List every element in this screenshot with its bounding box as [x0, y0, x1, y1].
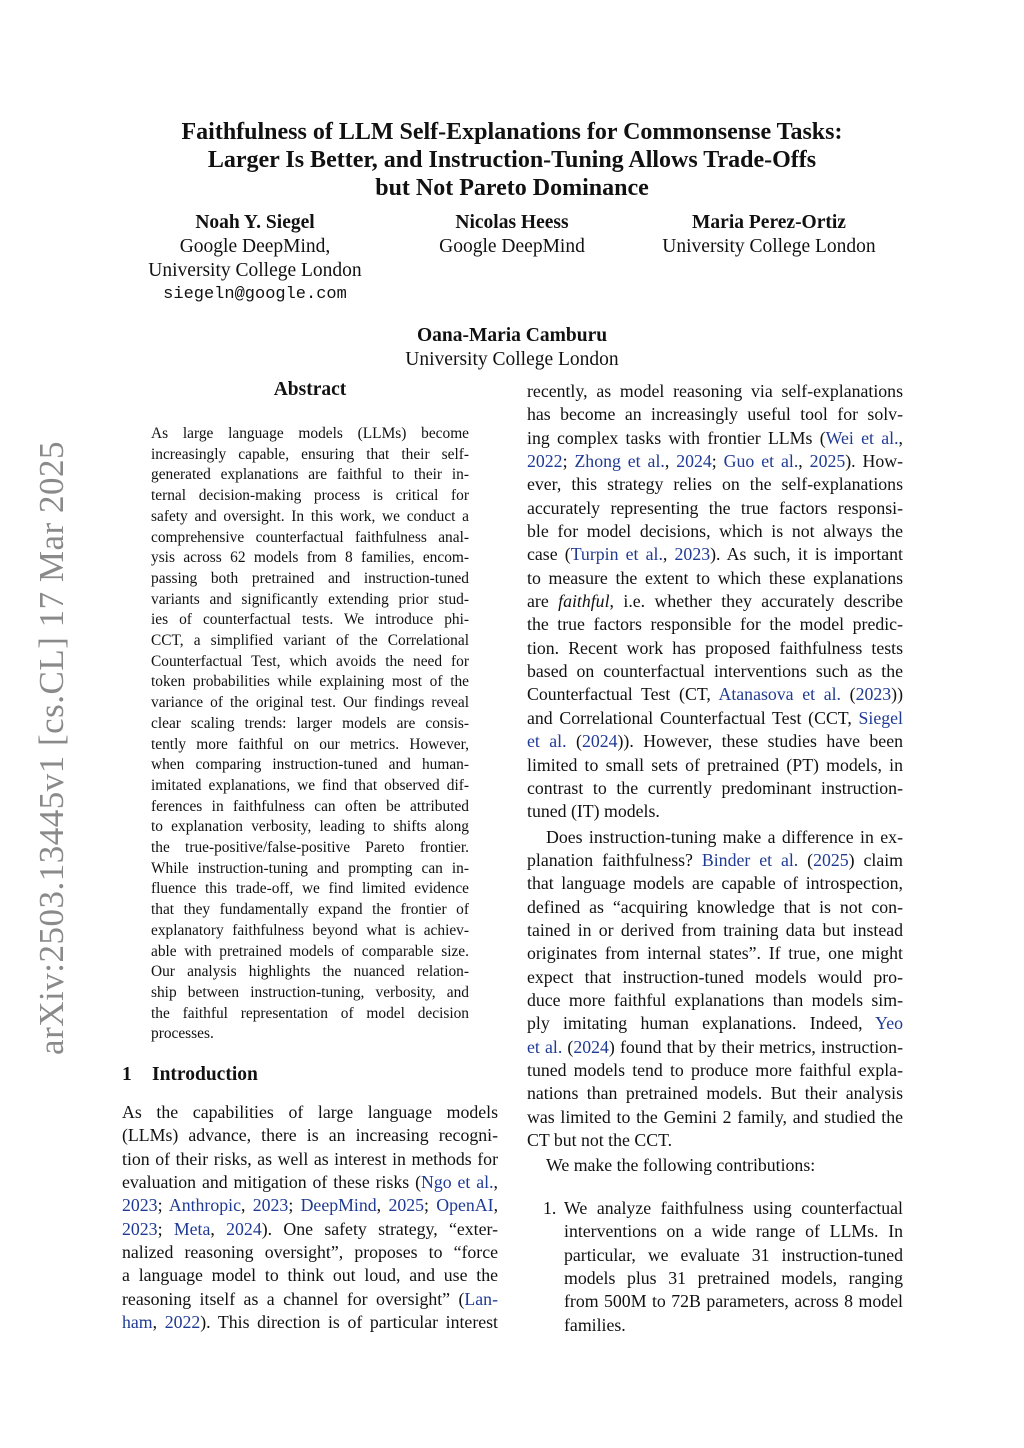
text-run: (: [562, 1036, 574, 1057]
abstract-line: ternal decision-making process is critical for: [151, 487, 469, 505]
arxiv-stamp: arXiv:2503.13445v1 [cs.CL] 17 Mar 2025: [32, 441, 71, 1055]
text-run: ing complex tasks with frontier LLMs (: [527, 427, 826, 448]
body-line: [527, 427, 903, 450]
citation-link[interactable]: 2025: [388, 1195, 424, 1216]
abstract-line: As large language models (LLMs) become: [151, 425, 469, 442]
author-name: Oana-Maria Camburu: [416, 325, 608, 346]
abstract-line: Our analysis highlights the nuanced relation-: [151, 963, 469, 981]
list-line: interventions on a wide range of LLMs. In: [564, 1221, 903, 1242]
abstract-line: ship between instruction-tuning, verbosity, and: [151, 983, 469, 1001]
author-block: [143, 211, 367, 307]
body-line: to measure the extent to which these explanations: [527, 567, 903, 588]
citation-link[interactable]: 2025: [809, 451, 846, 472]
text-run: ,: [493, 1195, 499, 1216]
abstract-line: token probabilities while explaining most of the: [151, 673, 469, 691]
text-run: and Correlational Counterfactual Test (CCT,: [527, 707, 859, 728]
citation-link[interactable]: 2023: [122, 1218, 158, 1239]
abstract-line: CCT, a simplified variant of the Correlational: [151, 632, 469, 650]
abstract-line: the true-positive/false-positive Pareto frontier.: [151, 839, 469, 857]
citation-link[interactable]: 2025: [813, 849, 849, 870]
abstract-line: clear scaling trends: larger models are consis-: [151, 714, 469, 732]
abstract-line: safety and oversight. In this work, we conduct a: [151, 507, 469, 525]
text-run: case (: [527, 544, 571, 565]
body-line: ble for model decisions, which is not always the: [527, 521, 903, 542]
body-line: [527, 590, 903, 613]
citation-link[interactable]: Guo et al.: [723, 451, 799, 472]
list-item: [564, 1197, 903, 1337]
body-line: [122, 1218, 498, 1241]
list-line: We analyze faithfulness using counterfactual: [564, 1198, 903, 1218]
list-line: particular, we evaluate 31 instruction-tuned: [564, 1244, 903, 1265]
body-line: [122, 1311, 498, 1334]
body-line: defined as “acquiring knowledge that is not con-: [527, 896, 903, 917]
citation-link[interactable]: 2024: [676, 451, 712, 472]
citation-link[interactable]: Binder et al.: [701, 849, 799, 870]
body-line: ever, this strategy relies on the self-explanations: [527, 474, 903, 495]
title-line: Larger Is Better, and Instruction-Tuning Allows Trade-Offs: [207, 147, 817, 173]
body-line: [527, 849, 903, 872]
abstract-line: While instruction-tuning and prompting can in-: [151, 859, 469, 877]
text-run: ,: [898, 427, 903, 448]
text-run: ). As such, it is important: [710, 544, 903, 565]
citation-link[interactable]: 2024: [581, 731, 618, 752]
text-run: ) found that by their metrics, instruction-: [608, 1036, 903, 1057]
body-line: [527, 450, 903, 473]
text-run: ,: [240, 1195, 253, 1216]
list-marker: 1.: [543, 1198, 557, 1218]
body-line: [527, 543, 903, 566]
citation-link[interactable]: Atanasova et al.: [718, 684, 841, 705]
list-line: from 500M to 72B parameters, across 8 model: [564, 1291, 903, 1312]
abstract-line: passing both pretrained and instruction-tuned: [151, 569, 469, 587]
citation-link[interactable]: et al.: [527, 1036, 563, 1057]
body-line: [527, 707, 903, 730]
abstract-heading: Abstract: [273, 379, 347, 400]
body-line: [527, 1012, 903, 1035]
citation-link[interactable]: 2023: [122, 1195, 158, 1216]
citation-link[interactable]: Meta: [173, 1218, 211, 1239]
author-block: [422, 211, 602, 259]
body-line: was limited to the Gemini 2 family, and studied the: [527, 1106, 903, 1127]
text-run: ). One safety strategy, “exter-: [261, 1218, 498, 1239]
list-line: models plus 31 pretrained models, ranging: [564, 1268, 903, 1289]
text-run: ,: [376, 1195, 389, 1216]
list-line: families.: [564, 1314, 626, 1335]
body-line: nations than pretrained models. But their analysis: [527, 1083, 903, 1104]
body-line: We make the following contributions:: [546, 1155, 816, 1176]
abstract-line: fluence this trade-off, we find limited evidence: [151, 880, 469, 898]
author-affiliation: University College London: [148, 260, 362, 281]
body-line: tuned models tend to produce more faithful expla-: [527, 1059, 903, 1080]
body-line: CT but not the CCT.: [527, 1130, 673, 1150]
citation-link[interactable]: 2023: [252, 1195, 289, 1216]
author-name: Maria Perez-Ortiz: [692, 212, 846, 233]
body-line: has become an increasingly useful tool for solv-: [527, 404, 903, 425]
abstract-body: [151, 424, 469, 1045]
section-title: Introduction: [152, 1064, 258, 1085]
abstract-line: explanatory faithfulness beyond what is achiev-: [151, 921, 469, 939]
body-line: originates from internal states”. If true, one might: [527, 943, 903, 964]
abstract-line: to explanation verbosity, leading to shifts along: [151, 818, 469, 836]
body-line: tained in or derived from training data but instead: [527, 919, 903, 940]
title-line: but Not Pareto Dominance: [375, 175, 649, 201]
author-affiliation: University College London: [405, 349, 619, 370]
text-run: ,: [493, 1172, 498, 1193]
abstract-line: when comparing instruction-tuned and human-: [151, 756, 469, 774]
text-run: )): [891, 684, 903, 705]
text-run: (: [798, 849, 814, 870]
text-run: ,: [664, 451, 677, 472]
citation-link[interactable]: 2023: [855, 684, 892, 705]
text-run: ;: [288, 1195, 301, 1216]
section-heading: [122, 1064, 258, 1086]
body-line: tion of their risks, as well as interest in methods for: [122, 1148, 498, 1169]
text-run: reasoning itself as a channel for oversight” (: [122, 1288, 465, 1309]
body-line: duce more faithful explanations than models sim-: [527, 989, 903, 1010]
body-line: limited to small sets of pretrained (PT) models, in: [527, 754, 903, 775]
body-line: recently, as model reasoning via self-explanations: [527, 381, 903, 401]
citation-link[interactable]: Wei et al.: [825, 427, 899, 448]
citation-link[interactable]: Lan-: [464, 1288, 498, 1309]
text-run: ply imitating human explanations. Indeed,: [527, 1013, 876, 1034]
text-run: ,: [210, 1218, 227, 1239]
citation-link[interactable]: DeepMind: [300, 1195, 377, 1216]
body-line: [527, 683, 903, 706]
citation-link[interactable]: Siegel: [858, 707, 903, 728]
body-line: contrast to the currently predominant instruction-: [527, 777, 903, 798]
author-affiliation: Google DeepMind: [439, 236, 585, 257]
author-block: [652, 211, 886, 259]
text-run: ). How-: [845, 451, 904, 472]
abstract-line: the faithful representation of model decision: [151, 1004, 469, 1022]
section-number: 1: [122, 1064, 132, 1085]
text-run: (: [841, 684, 856, 705]
text-run: ). This direction is of particular interest: [200, 1312, 498, 1333]
text-run: Counterfactual Test (CT,: [527, 684, 719, 705]
abstract-line: imitated explanations, we find that observed dif-: [151, 776, 469, 794]
citation-link[interactable]: Ngo et al.: [421, 1172, 494, 1193]
body-line: accurately representing the true factors responsi-: [527, 497, 903, 518]
intro-right-column: [527, 380, 903, 1178]
author-affiliation: University College London: [662, 236, 876, 257]
text-run: ;: [157, 1218, 174, 1239]
body-line: [122, 1288, 498, 1311]
abstract-line: Counterfactual Test, which avoids the need for: [151, 652, 469, 670]
citation-link[interactable]: 2022: [164, 1312, 201, 1333]
citation-link[interactable]: 2023: [674, 544, 711, 565]
text-run: are: [527, 591, 559, 612]
paper-title: [122, 118, 902, 202]
body-line: As the capabilities of large language models: [122, 1102, 498, 1122]
abstract-line: processes.: [151, 1025, 214, 1043]
abstract-line: ies of counterfactual tests. We introduce phi-: [151, 611, 469, 629]
text-run: ;: [424, 1195, 437, 1216]
abstract-line: generated explanations are faithful to their in-: [151, 466, 469, 484]
text-run: ;: [711, 451, 724, 472]
body-line: the true factors responsible for the model predic-: [527, 614, 903, 635]
author-email[interactable]: siegeln@google.com: [163, 285, 347, 304]
body-line: (LLMs) advance, there is an increasing recogni-: [122, 1125, 498, 1146]
body-line: expect that instruction-tuned models would pro-: [527, 966, 903, 987]
body-line: tuned (IT) models.: [527, 801, 660, 822]
body-line: [527, 1036, 903, 1059]
text-run: (: [566, 731, 582, 752]
abstract-line: that they fundamentally expand the frontier of: [151, 901, 469, 919]
emphasis-text: faithful: [558, 591, 610, 612]
text-run: evaluation and mitigation of these risks (: [122, 1172, 422, 1193]
author-name: Noah Y. Siegel: [195, 212, 315, 233]
body-line: tion. Recent work has proposed faithfulness tests: [527, 637, 903, 658]
abstract-line: able with pretrained models of comparable size.: [151, 942, 469, 960]
text-run: ,: [798, 451, 810, 472]
text-run: ,: [662, 544, 675, 565]
author-block: [387, 324, 637, 372]
text-run: ) claim: [848, 849, 903, 870]
abstract-line: increasingly capable, ensuring that their self-: [151, 445, 469, 463]
body-line: nalized reasoning oversight”, proposes to “force: [122, 1242, 498, 1263]
intro-left-column: [122, 1101, 498, 1334]
author-name: Nicolas Heess: [455, 212, 569, 233]
author-affiliation: Google DeepMind,: [179, 236, 331, 257]
abstract-line: tently more faithful on our metrics. However,: [151, 735, 469, 753]
citation-link[interactable]: Turpin et al.: [570, 544, 663, 565]
abstract-line: variance of the original test. Our findings reveal: [151, 694, 469, 712]
citation-link[interactable]: et al.: [527, 731, 567, 752]
contributions-list: [527, 1197, 903, 1337]
body-line: a language model to think out loud, and use the: [122, 1265, 498, 1286]
citation-link[interactable]: Yeo: [875, 1013, 903, 1034]
title-line: Faithfulness of LLM Self-Explanations for Commonsense Tasks:: [181, 119, 843, 145]
body-line: that language models are capable of introspection,: [527, 873, 903, 894]
text-run: )). However, these studies have been: [617, 731, 903, 752]
body-line: based on counterfactual interventions such as the: [527, 661, 903, 682]
citation-link[interactable]: 2024: [226, 1218, 262, 1239]
abstract-line: ferences in faithfulness can often be attributed: [151, 797, 469, 815]
text-run: ;: [157, 1195, 169, 1216]
citation-link[interactable]: Anthropic: [168, 1195, 241, 1216]
body-line: Does instruction-tuning make a difference in ex-: [546, 826, 903, 847]
citation-link[interactable]: Zhong et al.: [574, 451, 665, 472]
body-line: [527, 730, 903, 753]
citation-link[interactable]: 2022: [527, 451, 563, 472]
body-line: [122, 1194, 498, 1217]
citation-link[interactable]: ham: [122, 1312, 153, 1333]
text-run: ;: [562, 451, 575, 472]
abstract-line: comprehensive counterfactual faithfulness anal-: [151, 528, 469, 546]
text-run: , i.e. whether they accurately describe: [609, 591, 903, 612]
abstract-line: ysis across 62 models from 8 families, encom-: [151, 549, 469, 567]
text-run: planation faithfulness?: [527, 849, 702, 870]
text-run: ,: [152, 1312, 165, 1333]
citation-link[interactable]: 2024: [573, 1036, 609, 1057]
citation-link[interactable]: OpenAI: [436, 1195, 494, 1216]
body-line: [122, 1171, 498, 1194]
abstract-line: variants and significantly extending prior stud-: [151, 590, 469, 608]
